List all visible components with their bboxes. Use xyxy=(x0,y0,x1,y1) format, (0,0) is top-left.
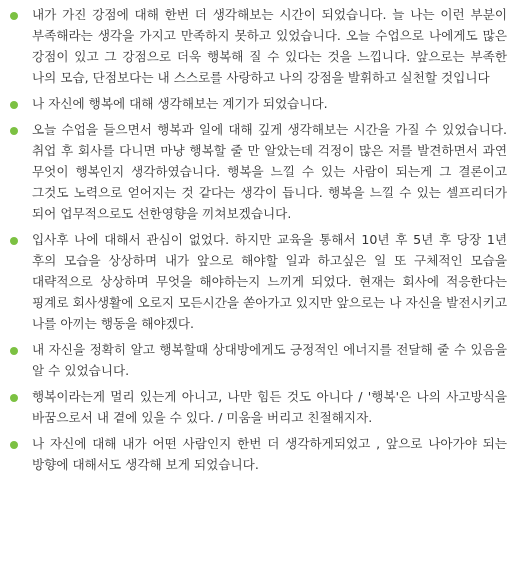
bullet-icon xyxy=(10,237,18,245)
list-item-text: 내가 가진 강점에 대해 한번 더 생각해보는 시간이 되었습니다. 늘 나는 이런 부분이 부족해라는 생각을 가지고 만족하지 못하고 있었습니다. 오늘 수업으로 나에게도 많은 강점이 있고 그 강점으로 더욱 행복해 질 수 있다는 것을 느낍니다. 앞으로는 부족한 나의 모습, 단점보다는 내 스스로를 사랑하고 나의 강점을 발휘하고 실천할 것입니다 xyxy=(32,7,507,85)
bullet-icon xyxy=(10,441,18,449)
list-item-text: 오늘 수업을 들으면서 행복과 일에 대해 깊게 생각해보는 시간을 가질 수 있었습니다. 취업 후 회사를 다니면 마냥 행복할 줄 만 알았는데 걱정이 많은 저를 발견하면서 과연 무엇이 행복인지 생각하였습니다. 행복을 느낄 수 있는 사람이 되는게 그 결론이고 그것도 노력으로 얻어지는 것 같다는 생각이 듭니다. 행복을 느낄 수 있는 셀프리더가 되어 업무적으로도 선한영향을 끼쳐보겠습니다. xyxy=(32,122,507,221)
list-item xyxy=(0,229,507,334)
bullet-icon xyxy=(10,127,18,135)
list-item-text: 내 자신을 정확히 알고 행복할때 상대방에게도 긍정적인 에너지를 전달해 줄 수 있음을 알 수 있었습니다. xyxy=(32,342,507,378)
list-item-text: 나 자신에 대해 내가 어떤 사람인지 한번 더 생각하게되었고 , 앞으로 나아가야 되는 방향에 대해서도 생각해 보게 되었습니다. xyxy=(32,436,507,472)
list-item xyxy=(0,93,507,114)
list-item-text: 행복이라는게 멀리 있는게 아니고, 나만 힘든 것도 아니다 / '행복'은 나의 사고방식을 바꿈으로서 내 곁에 있을 수 있다. / 미움을 버리고 친절해지자. xyxy=(32,389,507,425)
list-item xyxy=(0,119,507,224)
list-item-text: 입사후 나에 대해서 관심이 없었다. 하지만 교육을 통해서 10년 후 5년 후 당장 1년 후의 모습을 상상하며 내가 앞으로 해야할 일과 하고싶은 일 또 구체적인 모습을 대략적으로 상상하며 무엇을 해야하는지 느끼게 되었다. 현재는 회사에 적응한다는 핑계로 회사생활에 오로지 모든시간을 쏟아가고 있지만 앞으로는 나 자신을 발전시키고 나를 아끼는 행동을 해야겠다. xyxy=(32,232,507,331)
bullet-icon xyxy=(10,101,18,109)
bullet-icon xyxy=(10,12,18,20)
list-item xyxy=(0,4,507,88)
bullet-icon xyxy=(10,347,18,355)
list-item xyxy=(0,433,507,475)
list-item xyxy=(0,339,507,381)
list-item-text: 나 자신에 행복에 대해 생각해보는 계기가 되었습니다. xyxy=(32,96,328,111)
bullet-icon xyxy=(10,394,18,402)
list-item xyxy=(0,386,507,428)
